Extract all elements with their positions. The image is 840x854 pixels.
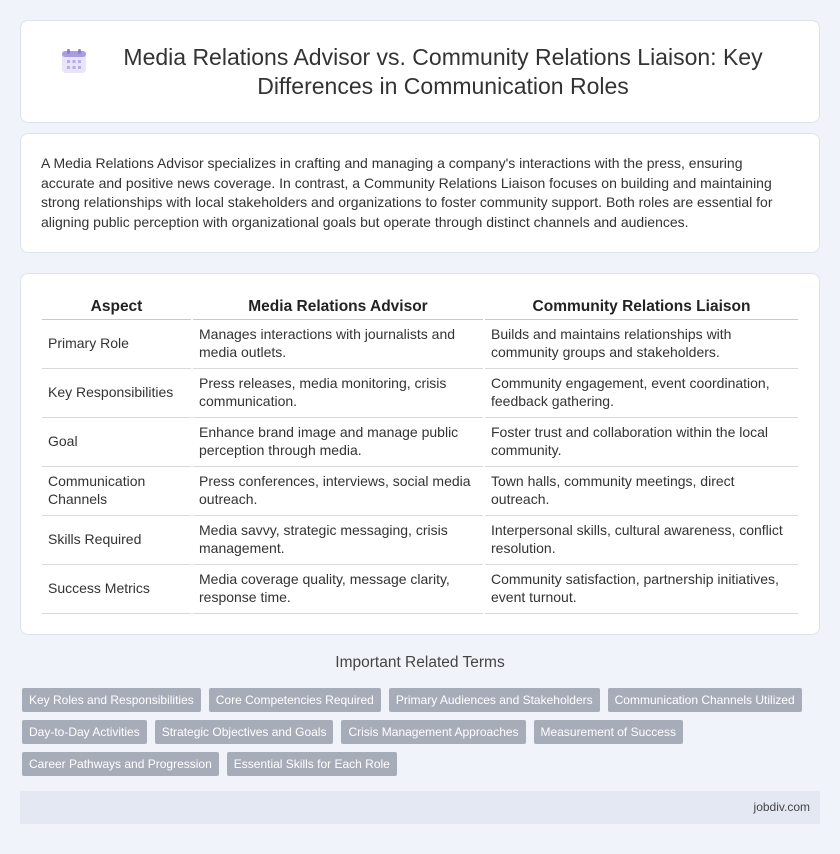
table-row: [42, 466, 798, 515]
media-cell: Media savvy, strategic messaging, crisis management.: [192, 515, 484, 564]
related-tag[interactable]: Strategic Objectives and Goals: [155, 720, 334, 744]
footer-site-link[interactable]: jobdiv.com: [753, 800, 810, 814]
related-tag[interactable]: Measurement of Success: [534, 720, 683, 744]
media-cell: Manages interactions with journalists and media outlets.: [192, 319, 484, 368]
related-tag[interactable]: Crisis Management Approaches: [341, 720, 525, 744]
table-row: [42, 417, 798, 466]
related-tag[interactable]: Essential Skills for Each Role: [227, 752, 397, 776]
aspect-cell: Skills Required: [42, 515, 192, 564]
related-terms-title: Important Related Terms: [335, 654, 505, 671]
community-cell: Town halls, community meetings, direct outreach.: [484, 466, 798, 515]
header-community-relations-liaison: Community Relations Liaison: [484, 297, 798, 319]
community-cell: Community satisfaction, partnership initiatives, event turnout.: [484, 564, 798, 613]
comparison-card: [20, 273, 820, 635]
calendar-icon: [61, 48, 87, 74]
intro-paragraph: A Media Relations Advisor specializes in crafting and managing a company's interactions with the press, ensuring accurate and positive news coverage. In contrast, a Community Relations Liaison focuses on building and maintaining strong relationships with local stakeholders and organizations to foster community support. Both roles are essential for aligning public perception with organizational goals but operate through distinct channels and audiences.: [41, 155, 773, 230]
community-cell: Interpersonal skills, cultural awareness, conflict resolution.: [484, 515, 798, 564]
aspect-cell: Communication Channels: [42, 466, 192, 515]
title-card: [20, 20, 820, 123]
media-cell: Press releases, media monitoring, crisis communication.: [192, 368, 484, 417]
aspect-cell: Goal: [42, 417, 192, 466]
community-cell: Community engagement, event coordination, feedback gathering.: [484, 368, 798, 417]
related-tag[interactable]: Career Pathways and Progression: [22, 752, 219, 776]
related-tag[interactable]: Communication Channels Utilized: [608, 688, 802, 712]
table-row: [42, 368, 798, 417]
header-aspect: Aspect: [42, 297, 192, 319]
intro-card: [20, 133, 820, 253]
comparison-table: [42, 297, 798, 614]
aspect-cell: Success Metrics: [42, 564, 192, 613]
community-cell: Foster trust and collaboration within the local community.: [484, 417, 798, 466]
media-cell: Press conferences, interviews, social media outreach.: [192, 466, 484, 515]
related-tag[interactable]: Key Roles and Responsibilities: [22, 688, 201, 712]
page-title: Media Relations Advisor vs. Community Relations Liaison: Key Differences in Communication Roles: [123, 43, 763, 99]
table-header-row: [42, 297, 798, 319]
aspect-cell: Primary Role: [42, 319, 192, 368]
footer: [20, 791, 820, 824]
table-row: [42, 564, 798, 613]
header-media-relations-advisor: Media Relations Advisor: [192, 297, 484, 319]
table-row: [42, 319, 798, 368]
table-row: [42, 515, 798, 564]
media-cell: Enhance brand image and manage public perception through media.: [192, 417, 484, 466]
related-tag[interactable]: Day-to-Day Activities: [22, 720, 147, 744]
related-tag[interactable]: Primary Audiences and Stakeholders: [389, 688, 600, 712]
aspect-cell: Key Responsibilities: [42, 368, 192, 417]
related-tag[interactable]: Core Competencies Required: [209, 688, 381, 712]
community-cell: Builds and maintains relationships with community groups and stakeholders.: [484, 319, 798, 368]
media-cell: Media coverage quality, message clarity, response time.: [192, 564, 484, 613]
related-terms-tags: [22, 688, 812, 776]
